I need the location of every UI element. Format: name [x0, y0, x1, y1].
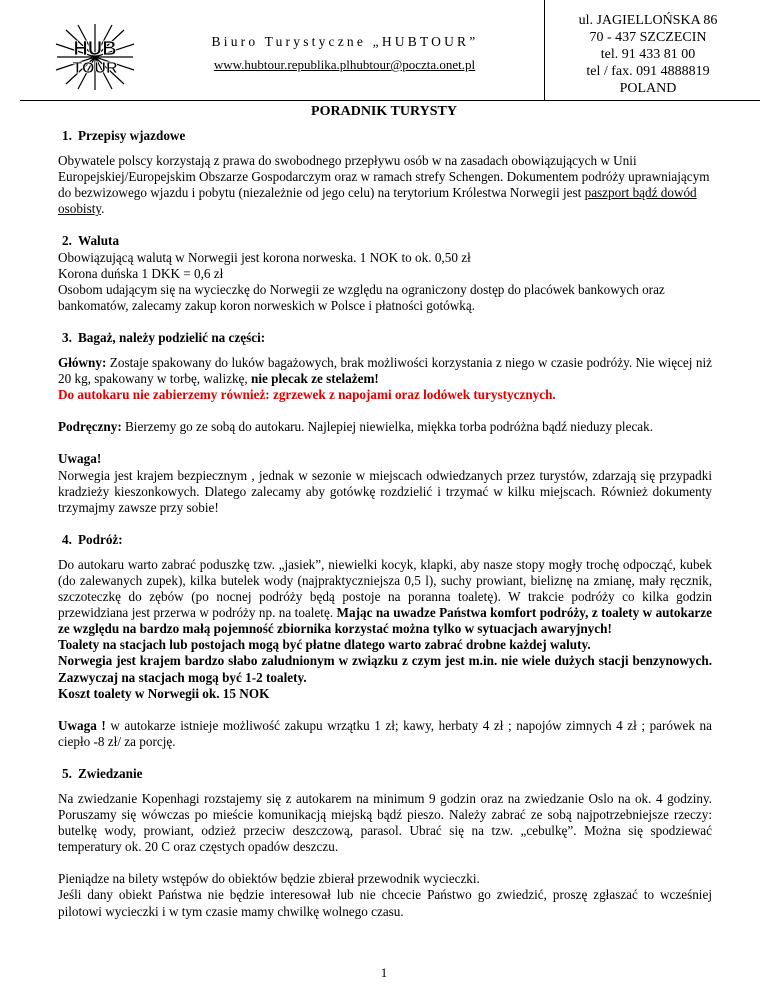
warning-line: Do autokaru nie zabierzemy również: zgrzewek z napojami oraz lodówek turystycznych. [58, 387, 556, 403]
bold-note: Norwegia jest krajem bardzo słabo zaludnionym w związku z czym jest m.in. nie wiele dużych stacji benzynowych. Zazwyczaj na stacjach mogą być 1-2 toalety. [58, 653, 712, 685]
document-content [58, 128, 712, 920]
logo-text-top: HUB [73, 38, 117, 60]
section-line: Osobom udającym się na wycieczkę do Norwegii ze względu na ograniczony dostęp do placówek bankowych oraz bankomatów, zalecamy zakup koron norweskich w Polsce i płatności gotówką. [58, 281, 665, 313]
header-divider-vertical [544, 0, 545, 100]
address-line: tel. 91 433 81 00 [600, 47, 696, 62]
document-title: PORADNIK TURYSTY [311, 104, 457, 119]
section-heading: 4. Podróż: [62, 531, 123, 547]
address-line: POLAND [619, 81, 677, 96]
section-paragraph: Na zwiedzanie Kopenhagi rozstajemy się z autokarem na minimum 9 godzin oraz na zwiedzanie Oslo na ok. 4 godziny. Poruszamy się wówczas po mieście komunikacją miejską bądź pieszo. Należy zabrać ze sobą najpotrzebniejsze rzeczy: butelkę wody, prowiant, odzież przeciw deszczową, parasol. Ubrać się na tzw. „cebulkę”. Można się spodziewać temperatury ok. 20 C oraz częstych opadów deszczu. [58, 791, 712, 855]
section-paragraph: Główny: Zostaje spakowany do luków bagażowych, brak możliwości korzystania z niego w czasie podróży. Nie więcej niż 20 kg, spakowany w torbę, walizkę, nie plecak ze stelażem! [58, 355, 712, 387]
section-line: Korona duńska 1 DKK = 0,6 zł [58, 265, 224, 281]
section-paragraph: Jeśli dany obiekt Państwa nie będzie interesował lub nie chcecie Państwo go zwiedzić, proszę zgłaszać to wcześniej pilotowi wycieczki i w tym czasie mamy chwilkę wolnego czasu. [58, 887, 712, 919]
section-heading: 2. Waluta [62, 233, 120, 249]
company-urls[interactable]: www.hubtour.republika.plhubtour@poczta.onet.pl [213, 57, 476, 72]
section-paragraph: Obywatele polscy korzystają z prawa do swobodnego przepływu osób w na zasadach obowiązujących w Unii Europejskiej/Europejskim Obszarze Gospodarczym oraz w ramach strefy Schengen. Dokumentem podróży uprawniającym do bezwizowego wjazdu i pobytu (niezależnie od jego celu) na terytorium Królestwa Norwegii jest paszport bądź dowód osobisty. [58, 153, 710, 217]
section-paragraph: Norwegia jest krajem bezpiecznym , jednak w sezonie w miejscach odwiedzanych przez turystów, zdarzają się przypadki kradzieży kieszonkowych. Dlatego zalecamy aby gotówkę rozdzielić i trzymać w kilku miejscach. Również dokumenty trzymajmy zawsze przy sobie! [58, 467, 712, 515]
address-line: ul. JAGIELLOŃSKA 86 [578, 13, 718, 28]
logo-text-bottom: TOUR [72, 60, 118, 77]
section-line: Obowiązującą walutą w Norwegii jest korona norweska. 1 NOK to ok. 0,50 zł [58, 249, 471, 265]
company-name: Biuro Turystyczne „HUBTOUR” [211, 34, 479, 49]
section-paragraph: Uwaga ! w autokarze istnieje możliwość zakupu wrzątku 1 zł; kawy, herbaty 4 zł ; napojów zimnych 4 zł ; parówek na ciepło -8 zł/ za porcję. [58, 717, 712, 749]
warning-label: Uwaga! [58, 451, 102, 467]
address-line: 70 - 437 SZCZECIN [589, 30, 707, 45]
section-heading: 3. Bagaż, należy podzielić na części: [62, 329, 266, 345]
section-heading: 1. Przepisy wjazdowe [62, 128, 186, 143]
bold-note: Toalety na stacjach lub postojach mogą być płatne dlatego warto zabrać drobne każdej waluty. [58, 637, 591, 653]
section-paragraph: Pieniądze na bilety wstępów do obiektów będzie zbierał przewodnik wycieczki. [58, 871, 480, 887]
section-paragraph: Podręczny: Bierzemy go ze sobą do autokaru. Najlepiej niewielka, miękka torba podróżna bądź nieduzy plecak. [58, 419, 654, 435]
hubtour-logo [52, 22, 138, 92]
header-divider-horizontal [20, 100, 760, 101]
page-number: 1 [380, 965, 388, 980]
address-block [552, 12, 744, 97]
section-heading: 5. Zwiedzanie [62, 765, 143, 781]
address-line: tel / fax. 091 4888819 [586, 64, 710, 79]
bold-note: Koszt toalety w Norwegii ok. 15 NOK [58, 685, 270, 701]
section-paragraph: Do autokaru warto zabrać poduszkę tzw. „jasiek”, niewielki kocyk, klapki, aby nasze stopy mogły trochę odpocząć, kubek (do zalewanych zupek), kilka butelek wody (najpraktyczniejsza 0,5 l), suchy prowiant, bieliznę na zmianę, mały ręcznik, szczoteczkę do zębów (po nocnej podróży będą postoje na poranna toaletę). W trakcie podróży co kilka godzin przewidziana jest przerwa w podróży np. na toaletę. Mając na uwadze Państwa komfort podróży, z toalety w autokarze ze względu na bardzo małą pojemność zbiornika korzystać można tylko w sytuacjach awaryjnych! [58, 556, 712, 637]
